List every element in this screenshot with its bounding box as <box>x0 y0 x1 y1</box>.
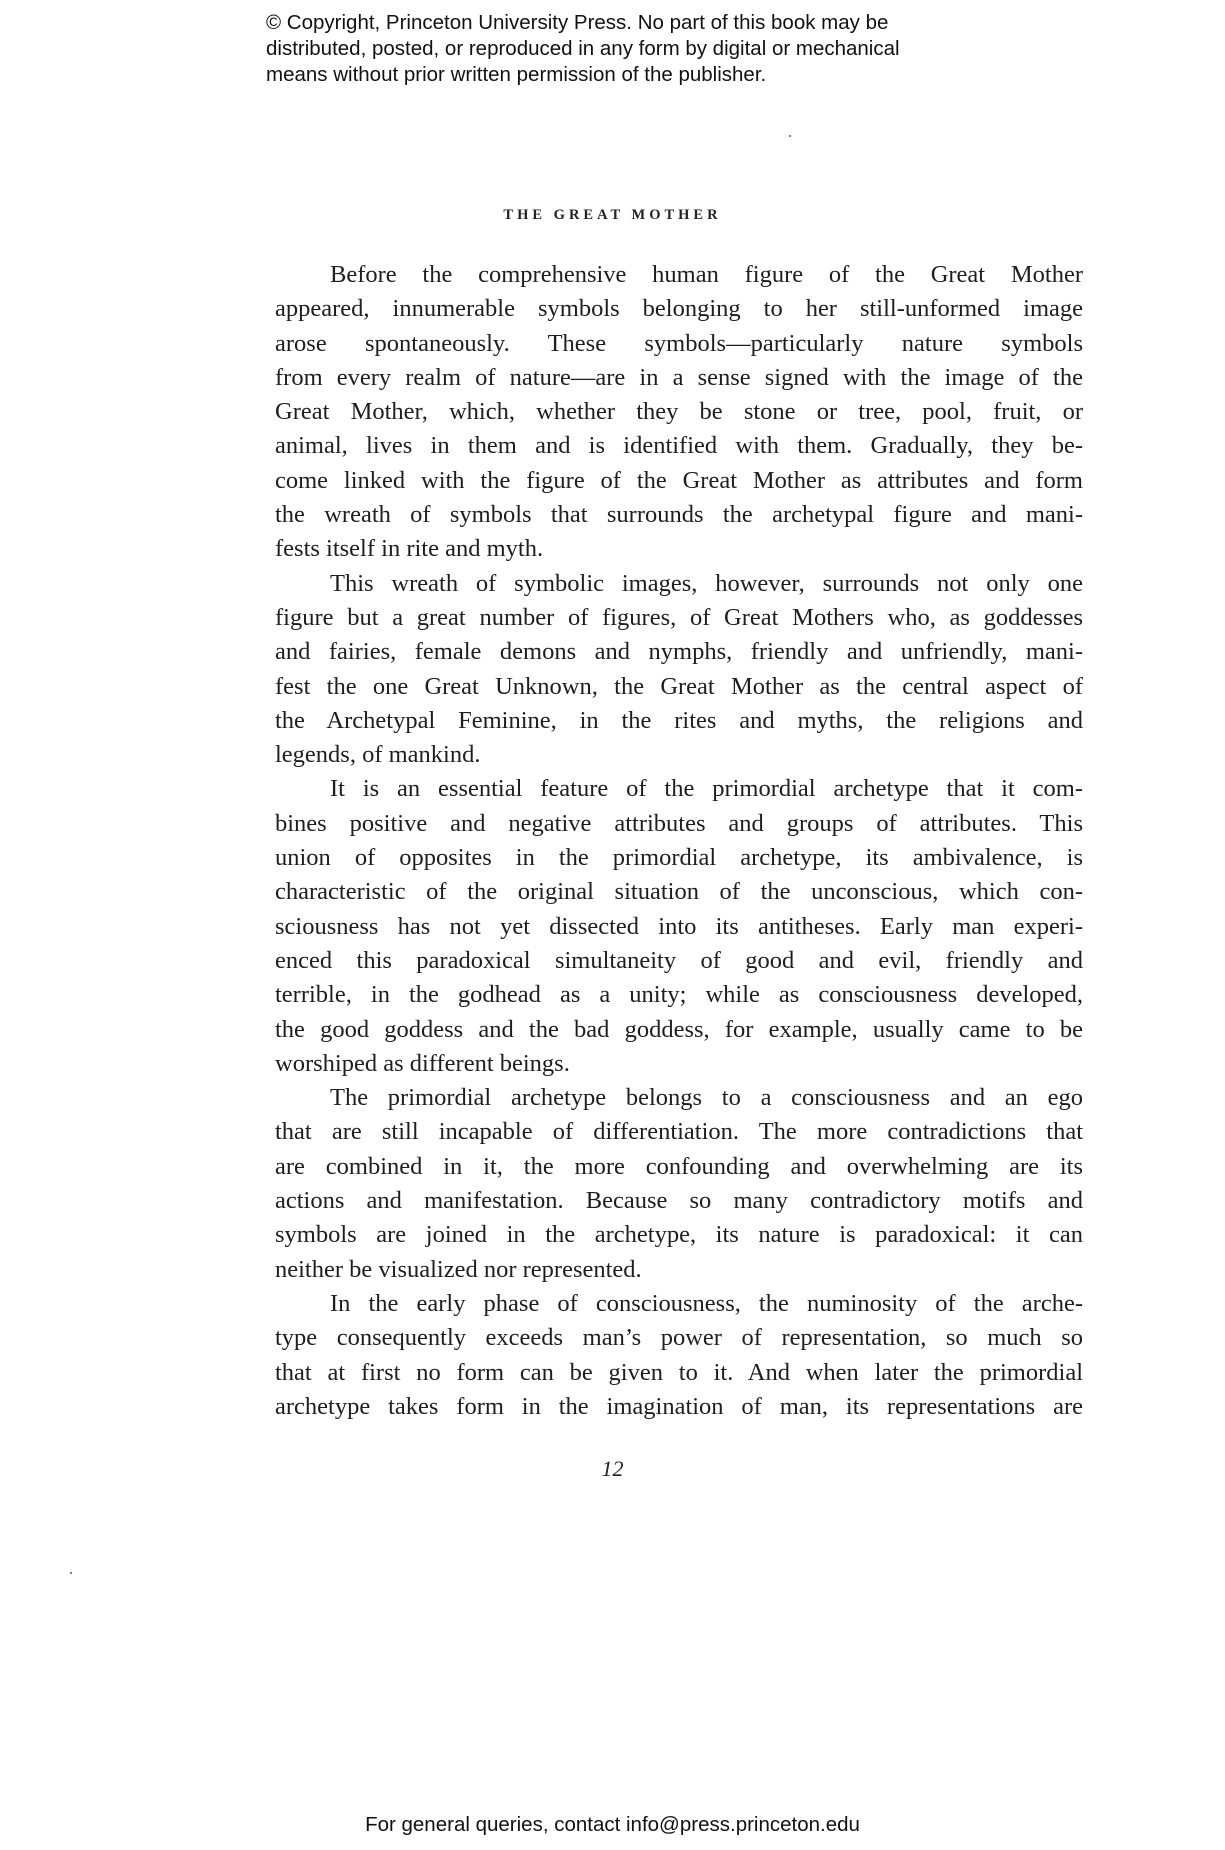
text-line: the wreath of symbols that surrounds the archetypal figure and mani- <box>275 501 1083 529</box>
paragraph <box>275 258 1083 567</box>
paragraph <box>275 567 1083 773</box>
text-line: that are still incapable of differentiation. The more contradictions that <box>275 1118 1083 1146</box>
text-line: the Archetypal Feminine, in the rites and myths, the religions and <box>275 706 1083 734</box>
text-line: fests itself in rite and myth. <box>275 535 544 563</box>
text-line: that at first no form can be given to it. And when later the primordial <box>275 1358 1083 1386</box>
text-line: union of opposites in the primordial archetype, its ambivalence, is <box>275 844 1083 872</box>
text-line: Great Mother, which, whether they be stone or tree, pool, fruit, or <box>275 398 1083 426</box>
page-number: 12 <box>601 1456 624 1481</box>
text-line: come linked with the figure of the Great Mother as attributes and form <box>275 466 1083 494</box>
text-line: appeared, innumerable symbols belonging to her still-unformed image <box>275 295 1083 323</box>
text-line: In the early phase of consciousness, the numinosity of the arche- <box>330 1289 1083 1317</box>
text-line: characteristic of the original situation of the unconscious, which con- <box>275 878 1083 906</box>
footer-contact: For general queries, contact info@press.princeton.edu <box>365 1813 860 1836</box>
text-line: fest the one Great Unknown, the Great Mother as the central aspect of <box>275 672 1083 700</box>
text-line: bines positive and negative attributes and groups of attributes. This <box>275 809 1083 837</box>
text-line: animal, lives in them and is identified with them. Gradually, they be- <box>275 432 1083 460</box>
paragraph <box>275 1081 1083 1287</box>
scan-speck <box>70 1572 72 1574</box>
text-line: arose spontaneously. These symbols—particularly nature symbols <box>275 329 1083 357</box>
copyright-line: distributed, posted, or reproduced in any form by digital or mechanical <box>266 37 900 60</box>
text-line: Before the comprehensive human figure of the Great Mother <box>330 261 1083 288</box>
text-line: neither be visualized nor represented. <box>275 1255 642 1283</box>
text-line: the good goddess and the bad goddess, for example, usually came to be <box>275 1015 1083 1043</box>
text-line: This wreath of symbolic images, however, surrounds not only one <box>330 569 1083 597</box>
body-text <box>275 258 1083 1424</box>
text-line: symbols are joined in the archetype, its nature is paradoxical: it can <box>275 1221 1083 1249</box>
text-line: terrible, in the godhead as a unity; while as consciousness developed, <box>275 981 1083 1009</box>
copyright-line: means without prior written permission of the publisher. <box>266 63 767 86</box>
text-line: legends, of mankind. <box>275 741 481 769</box>
text-line: enced this paradoxical simultaneity of good and evil, friendly and <box>275 946 1083 974</box>
text-line: from every realm of nature—are in a sense signed with the image of the <box>275 363 1083 391</box>
paragraph <box>275 1287 1083 1424</box>
paragraph <box>275 772 1083 1081</box>
text-line: worshiped as different beings. <box>275 1049 570 1077</box>
copyright-notice <box>266 10 1026 88</box>
text-line: It is an essential feature of the primordial archetype that it com- <box>330 775 1083 803</box>
scan-speck <box>789 135 791 137</box>
copyright-line: © Copyright, Princeton University Press. No part of this book may be <box>266 11 889 34</box>
running-head: THE GREAT MOTHER <box>503 207 722 223</box>
text-line: figure but a great number of figures, of Great Mothers who, as goddesses <box>275 603 1083 631</box>
text-line: The primordial archetype belongs to a consciousness and an ego <box>330 1084 1083 1112</box>
text-line: archetype takes form in the imagination of man, its representations are <box>275 1392 1083 1420</box>
text-line: and fairies, female demons and nymphs, friendly and unfriendly, mani- <box>275 638 1083 666</box>
text-line: sciousness has not yet dissected into its antitheses. Early man experi- <box>275 912 1083 940</box>
text-line: are combined in it, the more confounding and overwhelming are its <box>275 1152 1083 1180</box>
text-line: type consequently exceeds man’s power of representation, so much so <box>275 1324 1083 1352</box>
text-line: actions and manifestation. Because so many contradictory motifs and <box>275 1187 1083 1215</box>
